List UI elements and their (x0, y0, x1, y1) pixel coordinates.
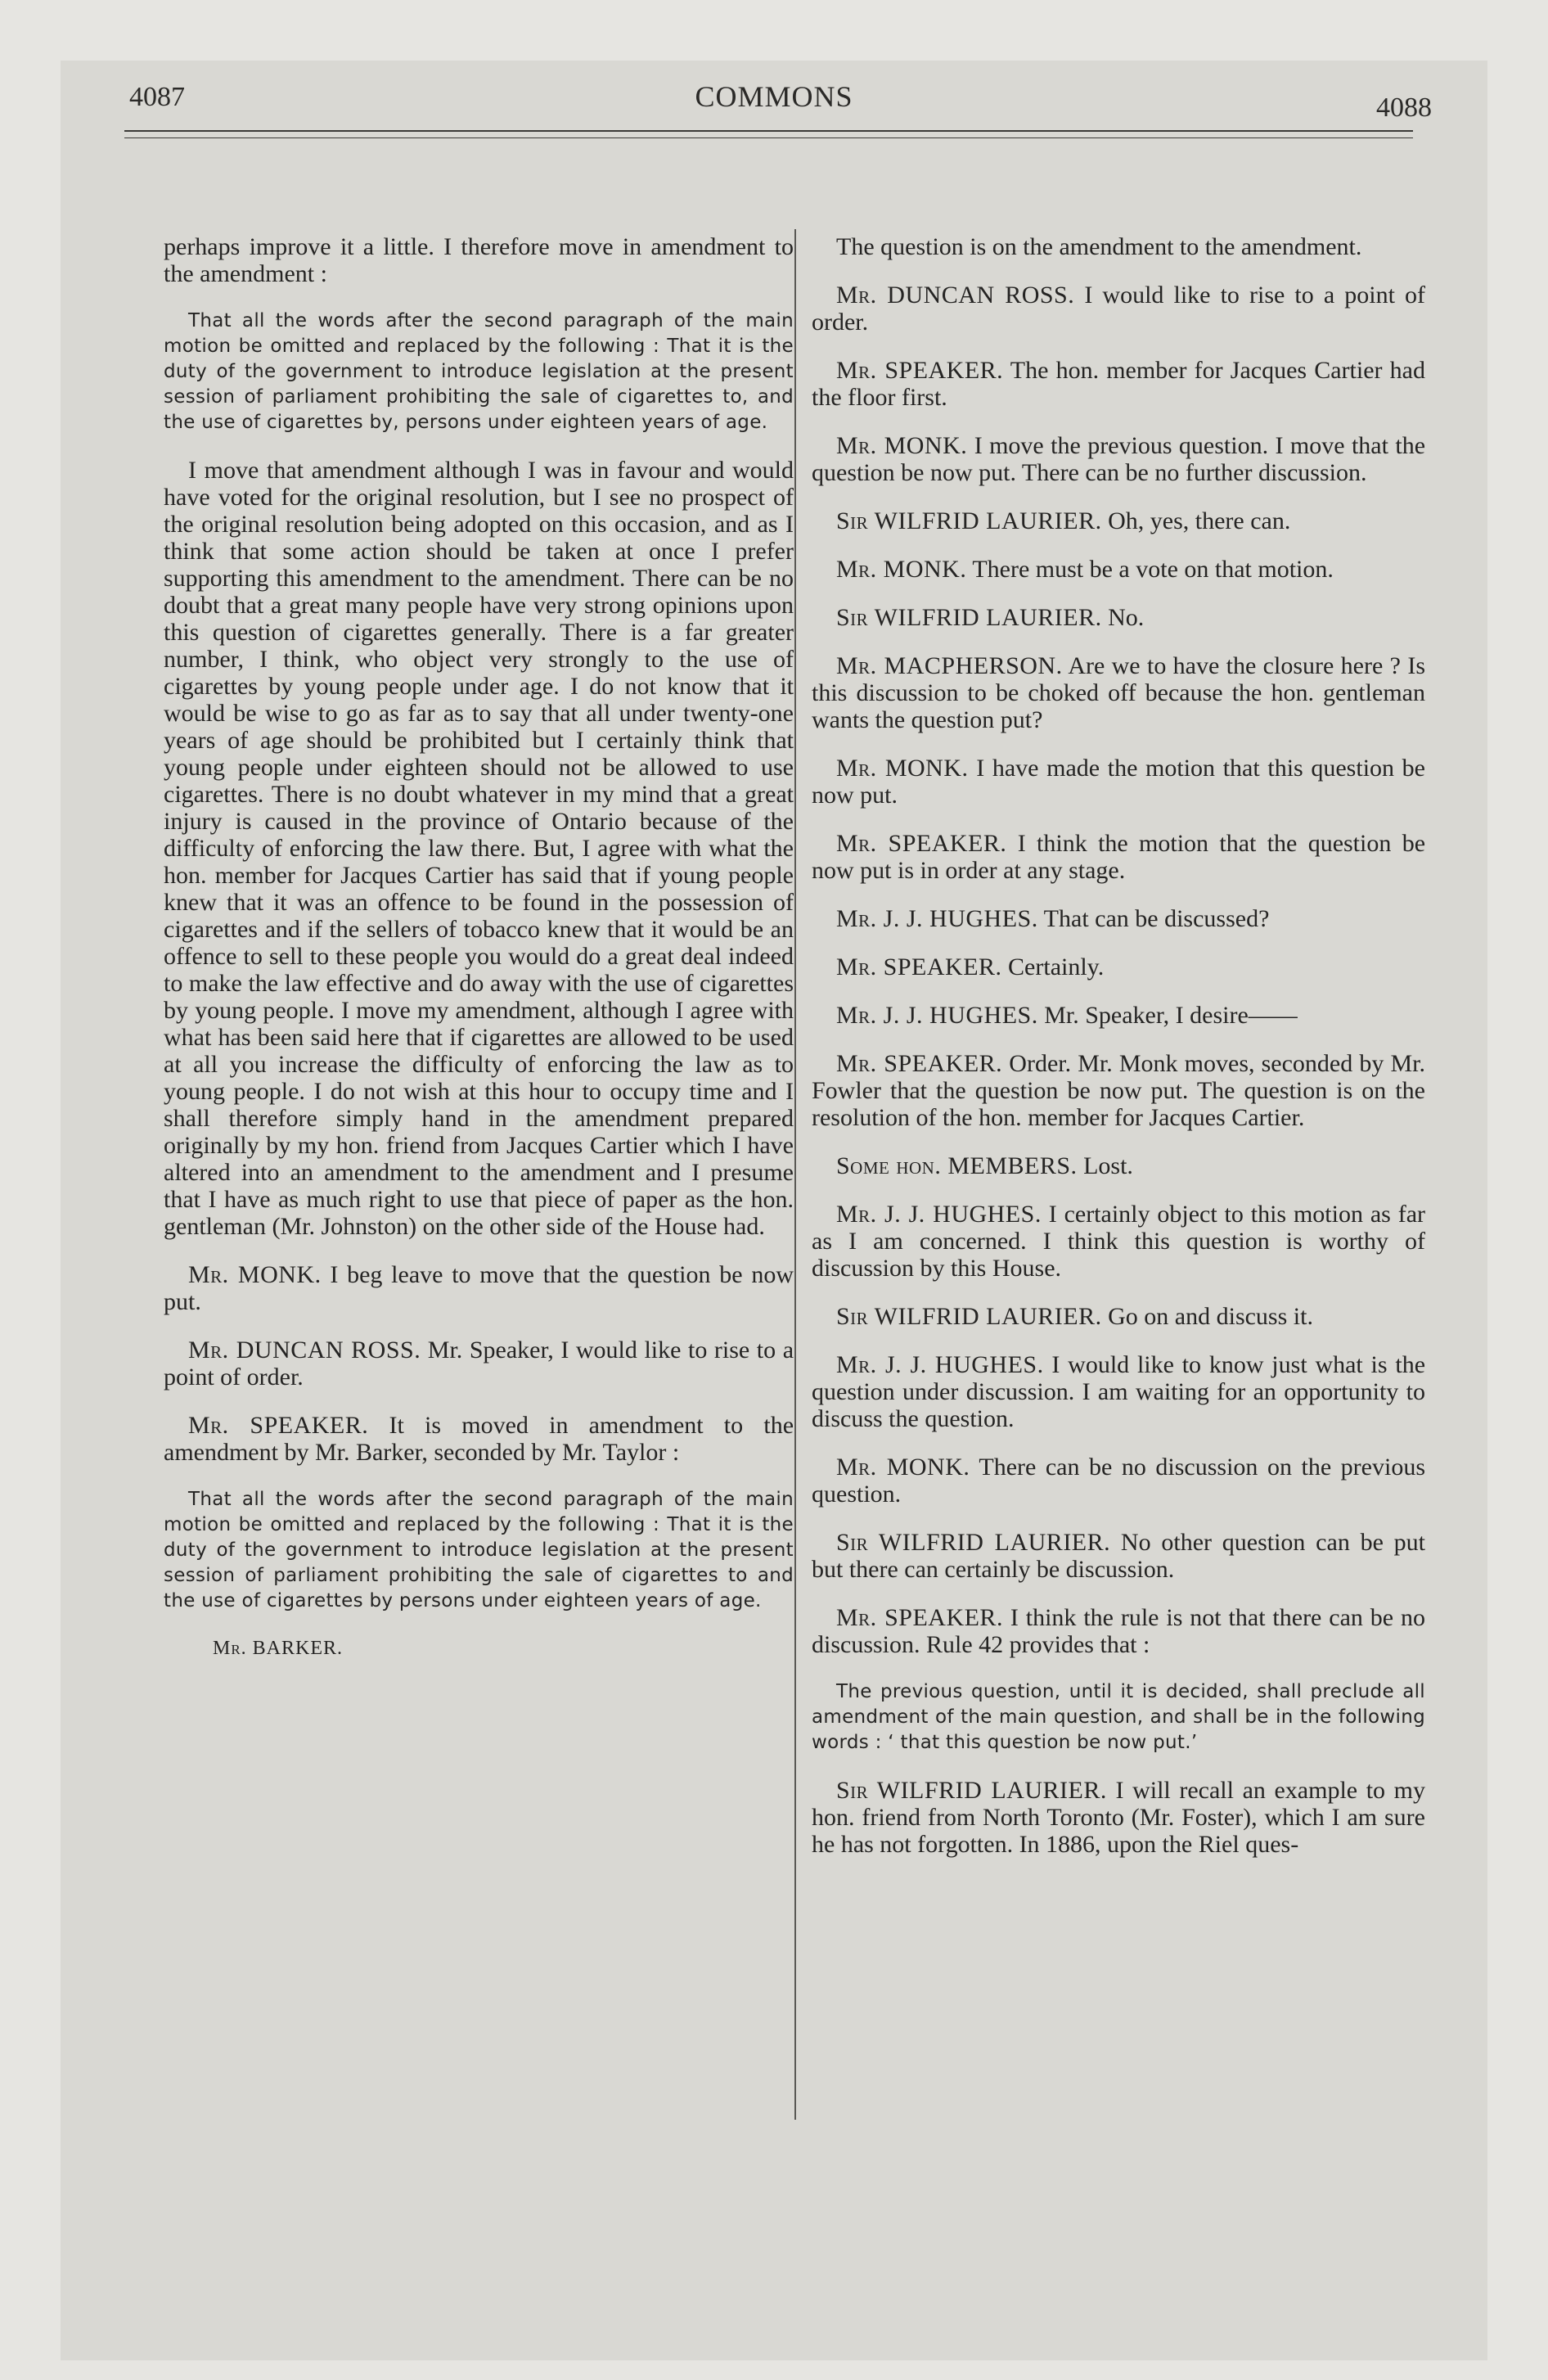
speech-paragraph: Mr. MACPHERSON. Are we to have the closure here ? Is this discussion to be choked off because the hon. gentleman wants the question put? (812, 652, 1425, 733)
speech-paragraph: Mr. MONK. There can be no discussion on the previous question. (812, 1454, 1425, 1508)
left-column (164, 233, 794, 1684)
speech-paragraph: Mr. SPEAKER. I think the rule is not that there can be no discussion. Rule 42 provides that : (812, 1604, 1426, 1658)
speech-paragraph: Mr. DUNCAN ROSS. Mr. Speaker, I would like to rise to a point of order. (164, 1336, 794, 1391)
speech-paragraph: Mr. J. J. HUGHES. Mr. Speaker, I desire—— (836, 1002, 1298, 1029)
speaker-name: Mr. DUNCAN ROSS. (836, 282, 1075, 309)
speaker-name: Mr. MONK. (188, 1261, 322, 1288)
right-page-number: 4088 (1376, 92, 1432, 123)
quoted-amendment: That all the words after the second paragraph of the main motion be omitted and replaced by the following : That it is the duty of the government to introduce legislation at the present session of parliament prohibiting the sale of cigarettes to and the use of cigarettes by persons under eighteen years of age. (164, 1489, 794, 1611)
speech-paragraph: Mr. DUNCAN ROSS. I would like to rise to a point of order. (812, 282, 1426, 336)
speech-paragraph: Sir WILFRID LAURIER. Go on and discuss it. (836, 1303, 1313, 1330)
speech-paragraph: The question is on the amendment to the amendment. (836, 233, 1362, 260)
speech-paragraph: Mr. MONK. There must be a vote on that motion. (836, 556, 1334, 583)
paragraph-continuation: perhaps improve it a little. I therefore move in amendment to the amendment : (164, 233, 794, 287)
speech-paragraph: Mr. MONK. I have made the motion that this question be now put. (812, 755, 1425, 809)
left-page-number: 4087 (129, 82, 185, 112)
amendment-signature: Mr. BARKER. (213, 1638, 344, 1659)
speech-paragraph: Mr. MONK. I beg leave to move that the question be now put. (164, 1261, 794, 1315)
header-rule-thin (124, 137, 1413, 138)
speech-paragraph: Sir WILFRID LAURIER. Oh, yes, there can. (836, 507, 1291, 534)
speaker-name: Sir WILFRID LAURIER. (836, 1777, 1107, 1804)
speech-paragraph: Sir WILFRID LAURIER. No other question can be put but there can certainly be discussion. (812, 1529, 1425, 1583)
speech-paragraph: Mr. SPEAKER. The hon. member for Jacques Cartier had the floor first. (812, 357, 1425, 411)
speaker-name: Mr. J. J. HUGHES. (836, 1351, 1044, 1378)
speaker-name: Mr. SPEAKER. (836, 1050, 1003, 1077)
speech-paragraph: Mr. J. J. HUGHES. I would like to know just what is the question under discussion. I am waiting for an opportunity to discuss the question. (812, 1351, 1426, 1432)
quoted-rule: The previous question, until it is decided, shall preclude all amendment of the main question, and shall be in the following words : ‘ that this question be now put.’ (812, 1681, 1425, 1753)
speech-paragraph: Mr. SPEAKER. Certainly. (836, 953, 1105, 980)
speech-paragraph: Mr. MONK. I move the previous question. I move that the question be now put. There can be no further discussion. (812, 432, 1426, 486)
speaker-name: Mr. DUNCAN ROSS. (188, 1336, 421, 1364)
speech-paragraph: Mr. SPEAKER. Order. Mr. Monk moves, seconded by Mr. Fowler that the question be now put. The question is on the resolution of the hon. member for Jacques Cartier. (812, 1050, 1425, 1131)
quoted-amendment: That all the words after the second paragraph of the main motion be omitted and replaced by the following : That it is the duty of the government to introduce legislation at the present session of parliament prohibiting the sale of cigarettes to, and the use of cigarettes by, persons under eighteen years of age. (164, 310, 794, 433)
speaker-name: Mr. SPEAKER. (836, 357, 1004, 384)
speaker-name: Mr. MONK. (836, 556, 967, 583)
page-header-title: COMMONS (695, 80, 853, 113)
speech-paragraph: Sir WILFRID LAURIER. No. (836, 604, 1145, 631)
speaker-name: Mr. J. J. HUGHES. (836, 1002, 1038, 1029)
speaker-name: Mr. SPEAKER. (836, 953, 1002, 980)
speech-paragraph: Mr. J. J. HUGHES. That can be discussed? (836, 905, 1270, 932)
speaker-name: Mr. J. J. HUGHES. (836, 1201, 1042, 1228)
speaker-name: Mr. SPEAKER. (836, 830, 1007, 857)
speaker-name: Mr. SPEAKER. (836, 1604, 1003, 1631)
speaker-name: Sir WILFRID LAURIER. (836, 604, 1102, 631)
speech-paragraph: Mr. SPEAKER. I think the motion that the question be now put is in order at any stage. (812, 830, 1426, 884)
speaker-name: Mr. SPEAKER. (188, 1412, 369, 1439)
speech-paragraph: Mr. SPEAKER. It is moved in amendment to the amendment by Mr. Barker, seconded by Mr. Taylor : (164, 1412, 794, 1466)
speaker-name: Mr. MONK. (836, 1454, 970, 1481)
speaker-name: Mr. J. J. HUGHES. (836, 905, 1038, 932)
speech-paragraph: Mr. J. J. HUGHES. I certainly object to this motion as far as I am concerned. I think this question is worthy of discussion by this House. (812, 1201, 1426, 1282)
speaker-name: Mr. MONK. (836, 432, 968, 459)
speaker-name: Some hon. MEMBERS. (836, 1152, 1078, 1179)
speech-paragraph: Some hon. MEMBERS. Lost. (836, 1152, 1133, 1179)
header-rule (124, 130, 1413, 132)
column-divider (794, 229, 796, 2120)
speaker-name: Sir WILFRID LAURIER. (836, 507, 1102, 534)
speaker-name: Sir WILFRID LAURIER. (836, 1529, 1111, 1556)
right-column (812, 233, 1425, 1879)
speaker-name: Sir WILFRID LAURIER. (836, 1303, 1102, 1330)
speech-paragraph: Sir WILFRID LAURIER. I will recall an example to my hon. friend from North Toronto (Mr. Foster), which I am sure he has not forgotten. In 1886, upon the Riel ques- (812, 1777, 1426, 1858)
speaker-name: Mr. MONK. (836, 755, 969, 782)
speaker-name: Mr. MACPHERSON. (836, 652, 1063, 679)
speech-paragraph: I move that amendment although I was in favour and would have voted for the original resolution, but I see no prospect of the original resolution being adopted on this occasion, and as I think that some action should be taken at once I prefer supporting this amendment to the amendment. There can be no doubt that a great many people have very strong opinions upon this question of cigarettes generally. There is a far greater number, I think, who object very strongly to the use of cigarettes by young people under age. I do not know that it would be wise to go as far as to say that all under twenty-one years of age should be prohibited but I certainly think that young people under eighteen should not be allowed to use cigarettes. There is no doubt whatever in my mind that a great injury is caused in the province of Ontario because of the difficulty of enforcing the law there. But, I agree with what the hon. member for Jacques Cartier has said that if young people knew that it was an offence to be found in the possession of cigarettes and if the sellers of tobacco knew that it would be an offence to sell to these people you would do a great deal indeed to make the law effective and do away with the use of cigarettes by young people. I move my amendment, although I agree with what has been said here that if cigarettes are allowed to be used at all you increase the difficulty of enforcing the law as to young people. I do not wish at this hour to occupy time and I shall therefore simply hand in the amendment prepared originally by my hon. friend from Jacques Cartier which I have altered into an amendment to the amendment and I presume that I have as much right to use that piece of paper as the hon. gentleman (Mr. Johnston) on the other side of the House had. (164, 457, 794, 1240)
